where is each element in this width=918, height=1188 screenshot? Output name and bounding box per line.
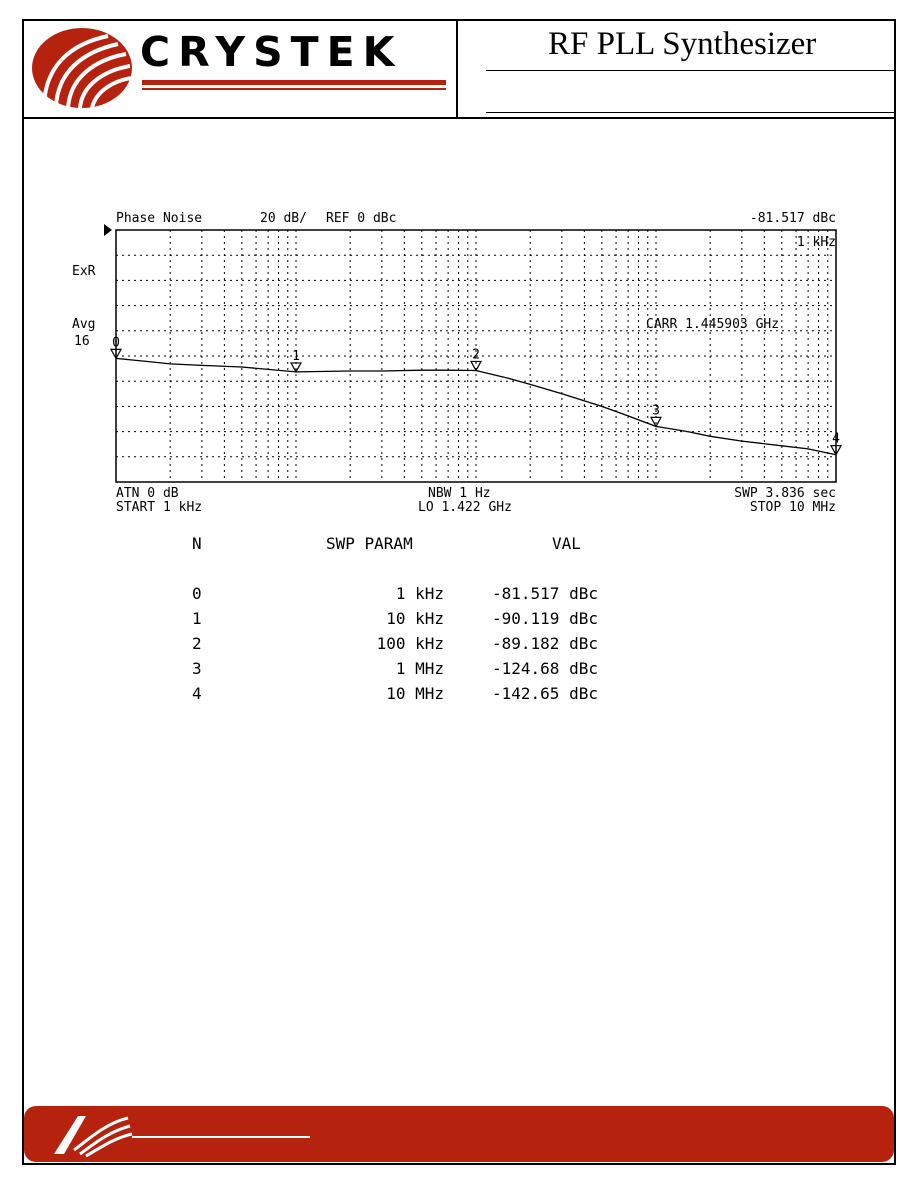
table-cell-n: 4 xyxy=(192,684,202,703)
table-cell-val: -89.182 dBc xyxy=(492,634,598,653)
table-cell-n: 0 xyxy=(192,584,202,603)
marker-label: 2 xyxy=(472,347,480,363)
attenuation-label: ATN 0 dB xyxy=(116,486,179,501)
nbw-label: NBW 1 Hz xyxy=(428,486,491,501)
crystek-footer-logo-icon xyxy=(44,1110,134,1158)
marker-label: 1 xyxy=(292,348,300,364)
table-cell-n: 3 xyxy=(192,659,202,678)
brand-name: CRYSTEK xyxy=(140,28,403,76)
footer-rule xyxy=(132,1136,310,1138)
marker-label: 0 xyxy=(112,335,120,351)
table-cell-param: 100 kHz xyxy=(376,634,444,653)
lo-label: LO 1.422 GHz xyxy=(418,500,512,515)
header-divider xyxy=(22,117,896,119)
phase-noise-chart xyxy=(66,200,846,520)
title-rule xyxy=(486,70,896,71)
title-rule-lower xyxy=(486,112,896,113)
table-cell-val: -81.517 dBc xyxy=(492,584,598,603)
table-cell-val: -142.65 dBc xyxy=(492,684,598,703)
document-title: RF PLL Synthesizer xyxy=(548,26,817,62)
sweep-time-label: SWP 3.836 sec xyxy=(734,486,836,501)
table-cell-n: 2 xyxy=(192,634,202,653)
marker-triangle xyxy=(291,363,301,372)
table-cell-val: -90.119 dBc xyxy=(492,609,598,628)
avg-label: Avg xyxy=(72,317,96,332)
marker-label: 4 xyxy=(832,431,840,447)
footer-bar xyxy=(24,1106,894,1162)
table-header-val: VAL xyxy=(552,534,581,553)
page-frame xyxy=(22,19,896,1165)
marker-label: 3 xyxy=(652,403,660,419)
table-cell-param: 1 kHz xyxy=(395,584,444,603)
exr-label: ExR xyxy=(72,264,96,279)
chart-title: Phase Noise xyxy=(116,211,203,226)
readout-offset: 1 kHz xyxy=(796,235,836,250)
table-cell-param: 10 kHz xyxy=(386,609,444,628)
phase-noise-plot xyxy=(66,200,846,520)
reference-arrow-icon xyxy=(104,224,112,236)
chart-reference: REF 0 dBc xyxy=(326,211,397,226)
table-header-n: N xyxy=(192,534,202,553)
table-cell-n: 1 xyxy=(192,609,202,628)
carrier-readout: CARR 1.445903 GHz xyxy=(646,317,780,332)
table-header-param: SWP PARAM xyxy=(326,534,413,553)
table-cell-param: 10 MHz xyxy=(386,684,444,703)
brand-underline-thin xyxy=(142,88,446,90)
table-cell-param: 1 MHz xyxy=(395,659,444,678)
brand-underline xyxy=(142,80,446,85)
crystek-swoosh-icon xyxy=(30,26,134,110)
chart-scale: 20 dB/ xyxy=(260,211,307,226)
table-cell-val: -124.68 dBc xyxy=(492,659,598,678)
readout-value: -81.517 dBc xyxy=(749,211,836,226)
avg-count-label: 16 xyxy=(74,334,90,349)
start-frequency-label: START 1 kHz xyxy=(116,500,203,515)
stop-frequency-label: STOP 10 MHz xyxy=(749,500,836,515)
